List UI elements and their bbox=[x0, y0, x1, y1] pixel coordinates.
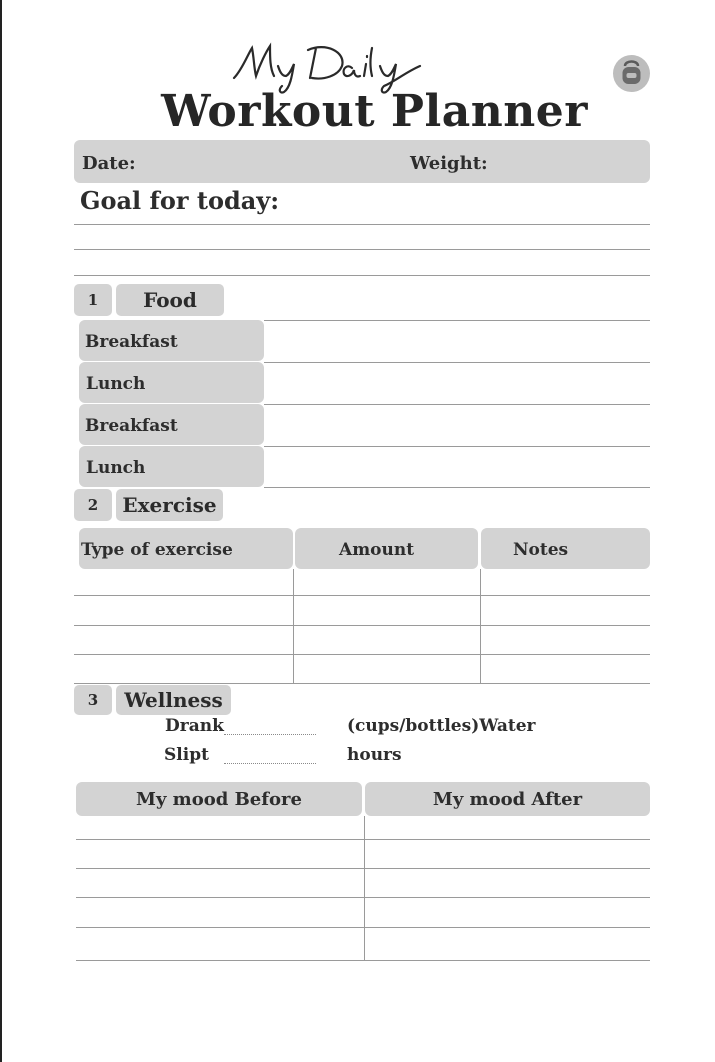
food-top-line bbox=[264, 320, 650, 321]
slept-label: Slipt bbox=[164, 745, 209, 765]
exercise-col-divider-2 bbox=[480, 569, 481, 683]
date-weight-bar bbox=[74, 140, 650, 183]
mood-row-line-4[interactable] bbox=[76, 927, 650, 928]
food-section-title: Food bbox=[116, 284, 224, 316]
slept-unit: hours bbox=[347, 745, 402, 765]
mood-row-line-3[interactable] bbox=[76, 897, 650, 898]
meal-label-2: Lunch bbox=[86, 374, 146, 394]
meal-label-3: Breakfast bbox=[85, 416, 178, 436]
exercise-col-type-label: Type of exercise bbox=[81, 540, 233, 560]
exercise-col-divider-1 bbox=[293, 569, 294, 683]
exercise-row-line-3[interactable] bbox=[74, 654, 650, 655]
exercise-section-number: 2 bbox=[74, 489, 112, 521]
drank-label: Drank bbox=[165, 716, 224, 736]
goal-line-3[interactable] bbox=[74, 275, 650, 276]
goal-line-1[interactable] bbox=[74, 224, 650, 225]
exercise-col-notes-label: Notes bbox=[513, 540, 569, 560]
meal-line-3[interactable] bbox=[264, 446, 650, 447]
drank-unit: (cups/bottles)Water bbox=[347, 716, 536, 736]
drank-input-line[interactable] bbox=[224, 734, 316, 735]
kettlebell-icon bbox=[613, 55, 650, 92]
goal-line-2[interactable] bbox=[74, 249, 650, 250]
mood-row-line-1[interactable] bbox=[76, 839, 650, 840]
meal-line-1[interactable] bbox=[264, 362, 650, 363]
exercise-col-amount-label: Amount bbox=[339, 540, 415, 560]
wellness-section-title: Wellness bbox=[116, 685, 231, 715]
exercise-row-line-4[interactable] bbox=[74, 683, 650, 684]
page-title: Workout Planner bbox=[161, 86, 588, 137]
mood-row-line-5[interactable] bbox=[76, 960, 650, 961]
exercise-row-line-1[interactable] bbox=[74, 595, 650, 596]
meal-line-4[interactable] bbox=[264, 487, 650, 488]
exercise-section-title: Exercise bbox=[116, 489, 223, 521]
mood-col-divider bbox=[364, 816, 365, 960]
wellness-section-number: 3 bbox=[74, 685, 112, 715]
mood-row-line-2[interactable] bbox=[76, 868, 650, 869]
weight-label: Weight: bbox=[410, 153, 488, 174]
goal-label: Goal for today: bbox=[80, 186, 280, 215]
date-label: Date: bbox=[82, 153, 136, 174]
slept-input-line[interactable] bbox=[224, 763, 316, 764]
meal-label-4: Lunch bbox=[86, 458, 146, 478]
meal-line-2[interactable] bbox=[264, 404, 650, 405]
exercise-row-line-2[interactable] bbox=[74, 625, 650, 626]
mood-before-label: My mood Before bbox=[136, 789, 302, 810]
mood-after-label: My mood After bbox=[432, 789, 583, 810]
meal-label-1: Breakfast bbox=[85, 332, 178, 352]
food-section-number: 1 bbox=[74, 284, 112, 316]
